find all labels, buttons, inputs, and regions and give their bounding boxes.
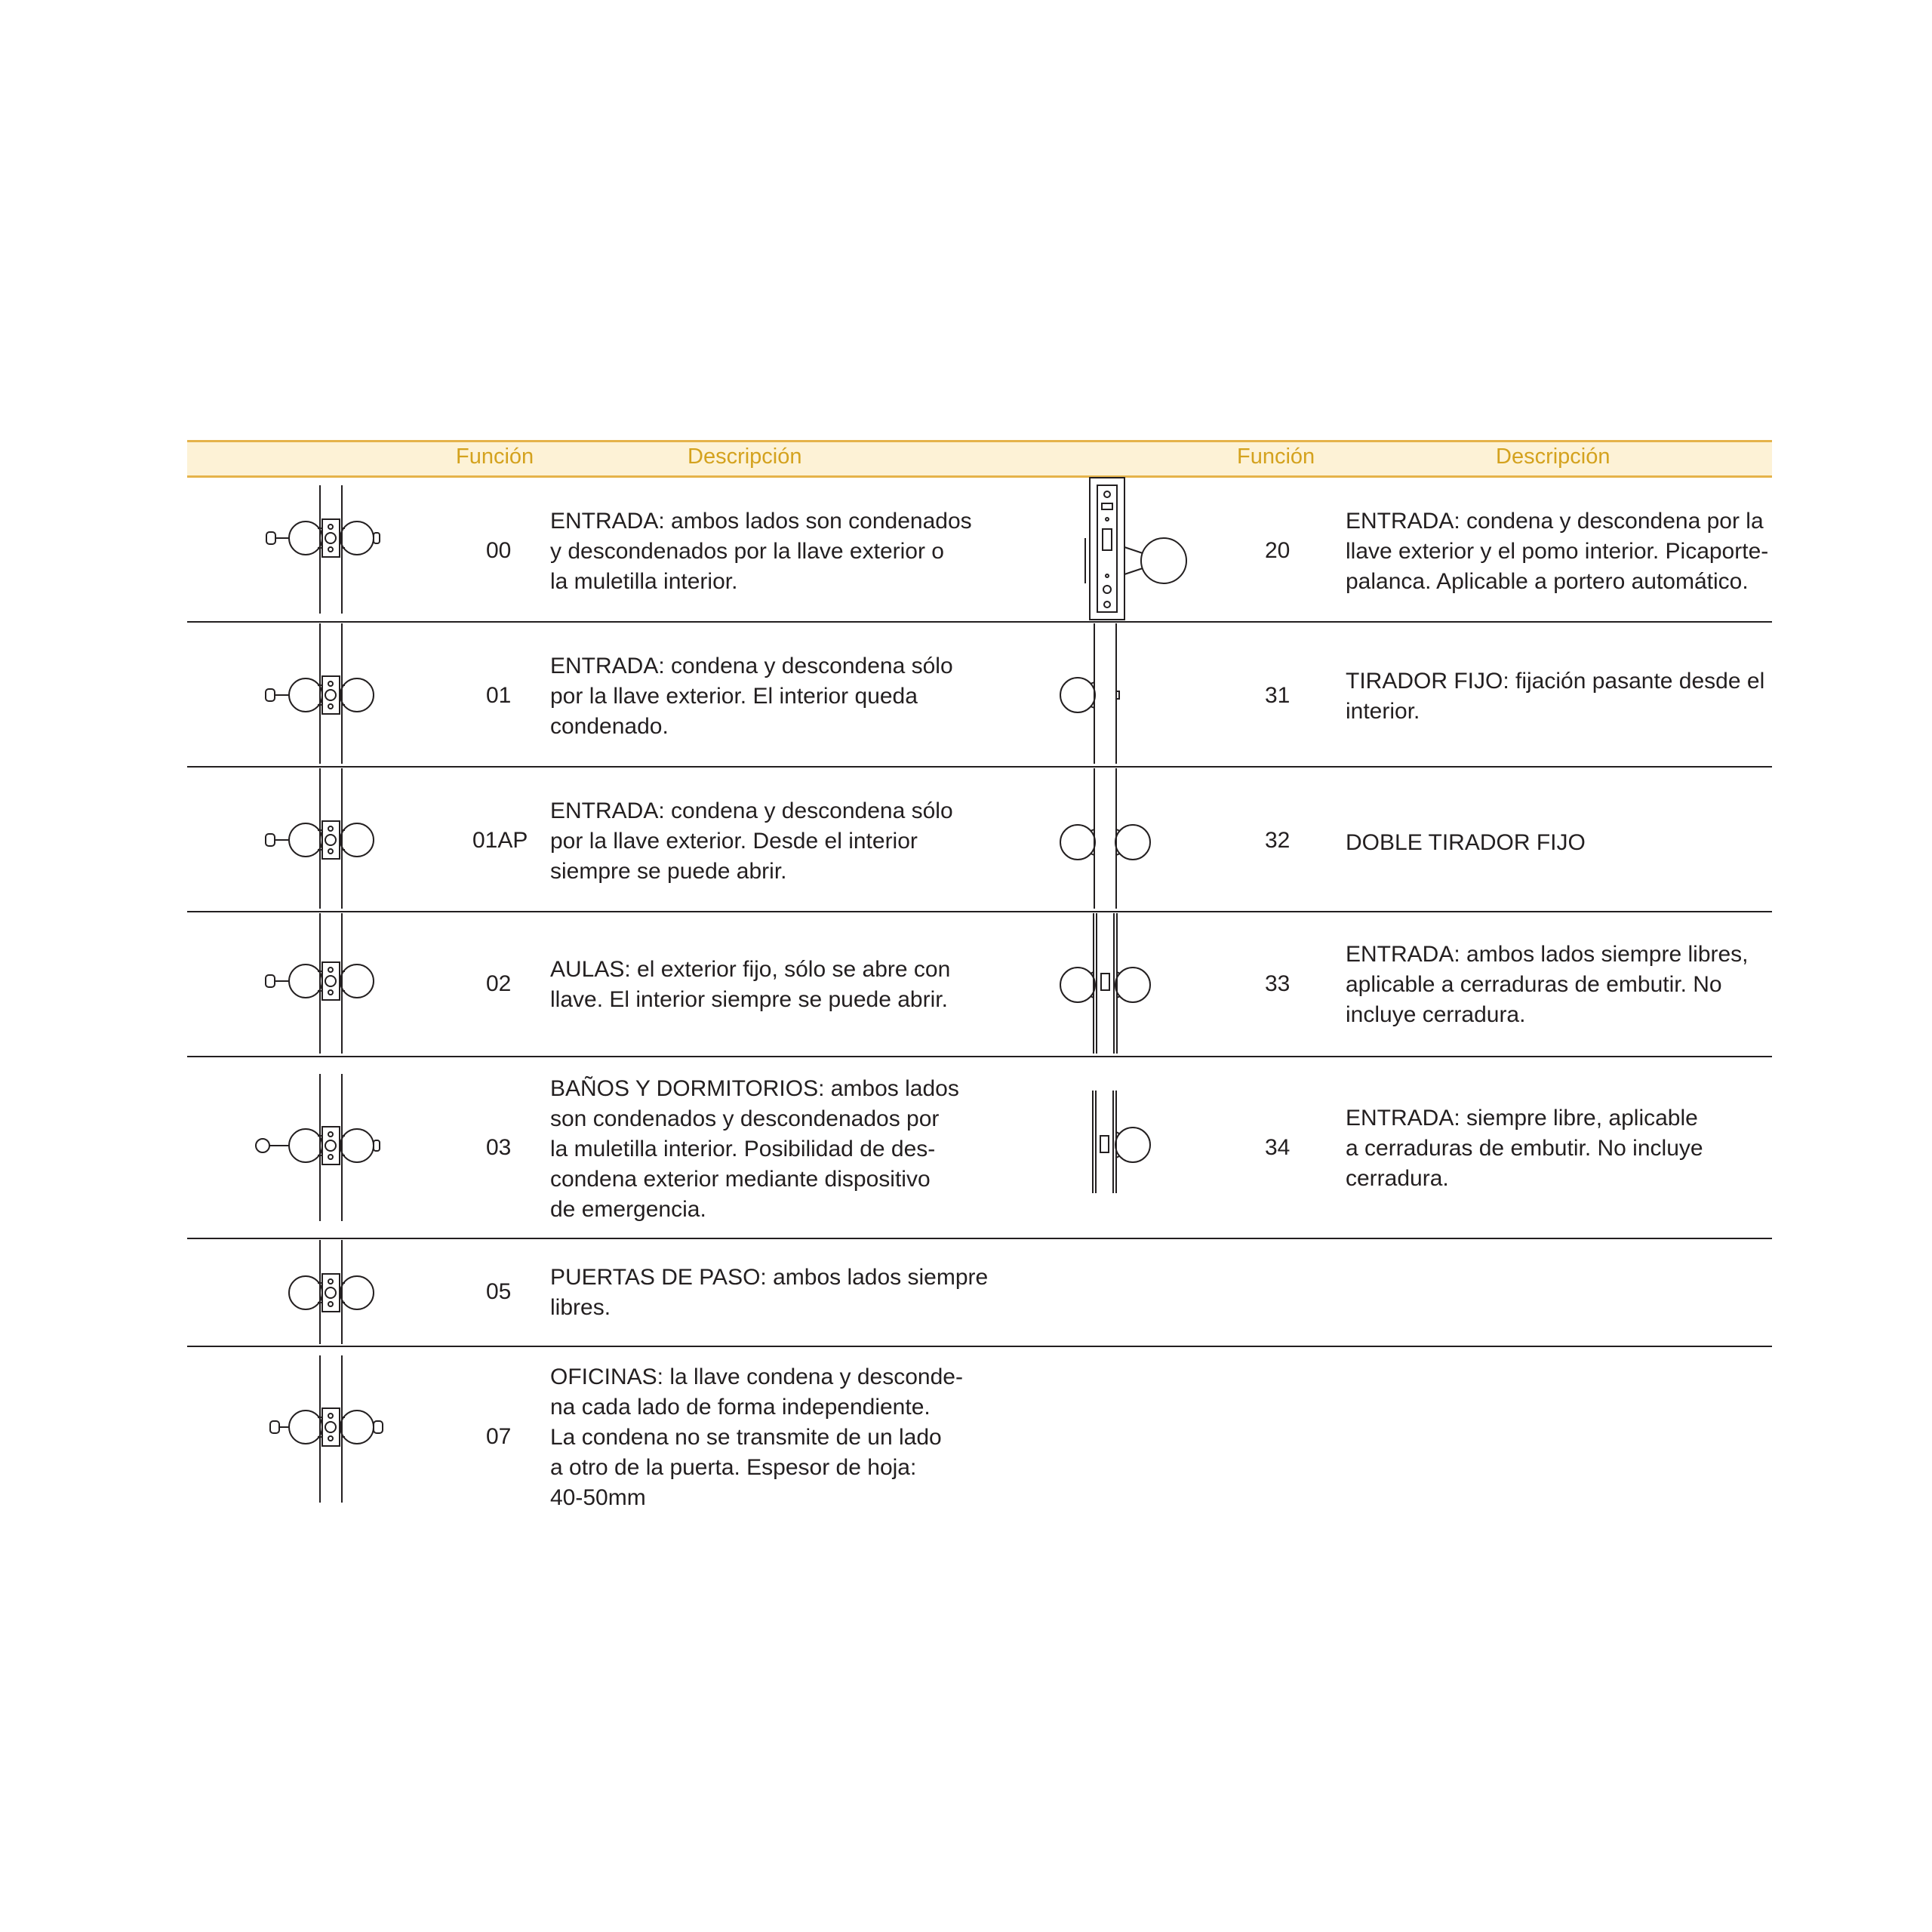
- function-description: BAÑOS Y DORMITORIOS: ambos lados son condenados y descondenados por la muletilla interior. Posibilidad de des- condena exterior mediante dispositivo de emergencia.: [550, 1076, 959, 1222]
- lock-diagram-icon: [263, 1240, 361, 1344]
- lock-diagram-icon: [263, 768, 361, 909]
- function-description: ENTRADA: condena y descondena sólo por la llave exterior. Desde el interior siempre se puede abrir.: [550, 798, 953, 884]
- function-description: ENTRADA: ambos lados son condenados y descondenados por la llave exterior o la muletilla interior.: [550, 509, 972, 594]
- function-table: [187, 0, 1772, 1932]
- row-divider: [187, 911, 1772, 912]
- header-descripcion-right: Descripción: [1496, 445, 1611, 469]
- lock-diagram-icon: [263, 623, 361, 764]
- lock-diagram-icon: [263, 1355, 372, 1503]
- function-code: 32: [1265, 828, 1291, 853]
- function-description: AULAS: el exterior fijo, sólo se abre con llave. El interior siempre se puede abrir.: [550, 957, 951, 1012]
- function-code: 20: [1265, 538, 1291, 563]
- row-divider: [187, 621, 1772, 623]
- function-code: 01: [486, 683, 512, 708]
- mortise-lock-diagram-icon: [1079, 478, 1185, 621]
- row-divider: [187, 1238, 1772, 1239]
- knob-diagram-icon: [1085, 1091, 1176, 1196]
- knob-diagram-icon: [1044, 768, 1172, 909]
- function-code: 07: [486, 1424, 512, 1449]
- function-code: 02: [486, 971, 512, 996]
- header-funcion-right: Función: [1237, 445, 1315, 469]
- function-description: DOBLE TIRADOR FIJO: [1346, 830, 1586, 855]
- function-description: PUERTAS DE PASO: ambos lados siempre libres.: [550, 1265, 989, 1320]
- header-descripcion-left: Descripción: [688, 445, 802, 469]
- function-description: OFICINAS: la llave condena y desconde- na cada lado de forma independiente. La condena no se transmite de un lado a otro de la puerta. Espesor de hoja: 40-50mm: [550, 1364, 963, 1510]
- function-code: 01AP: [472, 828, 528, 853]
- header-funcion-left: Función: [456, 445, 534, 469]
- function-code: 00: [486, 538, 512, 563]
- function-description: ENTRADA: ambos lados siempre libres, aplicable a cerraduras de embutir. No incluye cerradura.: [1346, 942, 1749, 1027]
- function-description: ENTRADA: condena y descondena sólo por la llave exterior. El interior queda condenado.: [550, 654, 953, 739]
- knob-diagram-icon: [1044, 913, 1172, 1054]
- function-code: 05: [486, 1279, 512, 1304]
- row-divider: [187, 1346, 1772, 1347]
- function-code: 34: [1265, 1135, 1291, 1160]
- lock-diagram-icon: [263, 485, 361, 614]
- row-divider: [187, 1056, 1772, 1057]
- knob-diagram-icon: [1044, 623, 1142, 764]
- function-code: 31: [1265, 683, 1291, 708]
- lock-diagram-icon: [255, 1074, 361, 1221]
- row-divider: [187, 766, 1772, 768]
- function-description: ENTRADA: siempre libre, aplicable a cerraduras de embutir. No incluye cerradura.: [1346, 1106, 1703, 1191]
- function-description: ENTRADA: condena y descondena por la llave exterior y el pomo interior. Picaporte- palanca. Aplicable a portero automático.: [1346, 509, 1769, 594]
- function-description: TIRADOR FIJO: fijación pasante desde el interior.: [1346, 669, 1765, 724]
- lock-diagram-icon: [263, 913, 361, 1054]
- function-code: 03: [486, 1135, 512, 1160]
- function-code: 33: [1265, 971, 1291, 996]
